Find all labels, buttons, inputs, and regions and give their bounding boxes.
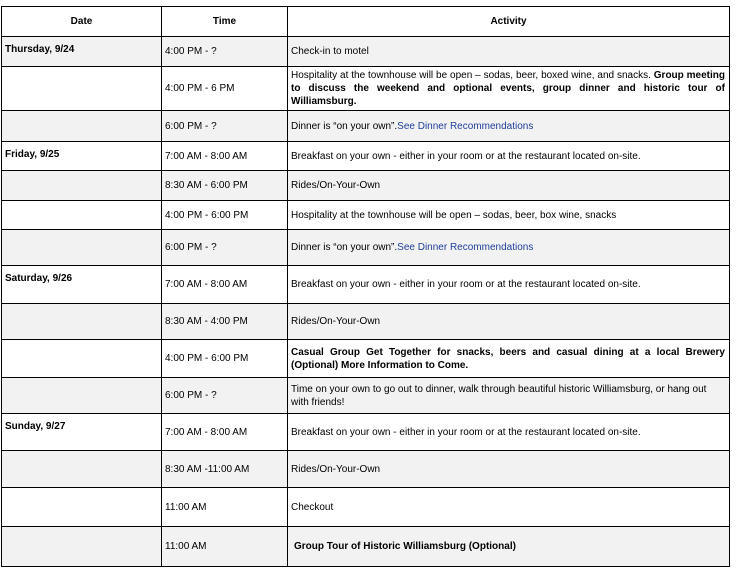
date-cell xyxy=(2,67,162,111)
table-row xyxy=(2,378,730,414)
time-cell: 4:00 PM - 6 PM xyxy=(162,67,288,111)
time-cell: 6:00 PM - ? xyxy=(162,378,288,414)
date-cell xyxy=(2,111,162,142)
activity-cell: Breakfast on your own - either in your room or at the restaurant located on-site. xyxy=(288,414,730,451)
time-cell: 7:00 AM - 8:00 AM xyxy=(162,266,288,304)
activity-cell: Rides/On-Your-Own xyxy=(288,451,730,488)
activity-cell: Breakfast on your own - either in your room or at the restaurant located on-site. xyxy=(288,142,730,171)
date-cell: Thursday, 9/24 xyxy=(2,37,162,67)
activity-cell: Rides/On-Your-Own xyxy=(288,171,730,201)
date-cell: Saturday, 9/26 xyxy=(2,266,162,304)
table-row xyxy=(2,304,730,340)
time-cell: 7:00 AM - 8:00 AM xyxy=(162,414,288,451)
activity-text: Dinner is “on your own”. xyxy=(291,242,398,253)
date-cell xyxy=(2,488,162,527)
time-column-header: Time xyxy=(162,7,288,37)
header-row xyxy=(2,7,730,37)
table-row xyxy=(2,111,730,142)
activity-cell: Time on your own to go out to dinner, walk through beautiful historic Williamsburg, or hang out with friends! xyxy=(288,378,730,414)
activity-cell: Hospitality at the townhouse will be open – sodas, beer, box wine, snacks xyxy=(288,201,730,230)
time-cell: 8:30 AM - 6:00 PM xyxy=(162,171,288,201)
dinner-recommendations-link[interactable]: See Dinner Recommendations xyxy=(397,242,534,253)
table-row xyxy=(2,488,730,527)
date-cell xyxy=(2,527,162,567)
time-cell: 7:00 AM - 8:00 AM xyxy=(162,142,288,171)
table-row xyxy=(2,67,730,111)
table-row xyxy=(2,414,730,451)
time-cell: 11:00 AM xyxy=(162,488,288,527)
table-row xyxy=(2,340,730,378)
time-cell: 11:00 AM xyxy=(162,527,288,567)
table-row xyxy=(2,230,730,266)
table-row xyxy=(2,201,730,230)
table-row xyxy=(2,171,730,201)
date-cell xyxy=(2,451,162,488)
date-cell xyxy=(2,378,162,414)
activity-cell xyxy=(288,111,730,142)
time-cell: 4:00 PM - 6:00 PM xyxy=(162,201,288,230)
activity-cell: Casual Group Get Together for snacks, beers and casual dining at a local Brewery (Optional) More Information to Come. xyxy=(288,340,730,378)
date-cell: Sunday, 9/27 xyxy=(2,414,162,451)
date-cell xyxy=(2,304,162,340)
activity-text: Dinner is “on your own”. xyxy=(291,120,398,132)
activity-cell xyxy=(288,67,730,111)
activity-text: Hospitality at the townhouse will be open – sodas, beer, boxed wine, and snacks. xyxy=(291,70,651,81)
activity-column-header: Activity xyxy=(288,7,730,37)
time-cell: 6:00 PM - ? xyxy=(162,230,288,266)
time-cell: 8:30 AM -11:00 AM xyxy=(162,451,288,488)
activity-cell: Check-in to motel xyxy=(288,37,730,67)
time-cell: 6:00 PM - ? xyxy=(162,111,288,142)
time-cell: 4:00 PM - ? xyxy=(162,37,288,67)
date-cell: Friday, 9/25 xyxy=(2,142,162,171)
activity-cell: Checkout xyxy=(288,488,730,527)
date-cell xyxy=(2,171,162,201)
activity-cell xyxy=(288,230,730,266)
time-cell: 4:00 PM - 6:00 PM xyxy=(162,340,288,378)
date-cell xyxy=(2,230,162,266)
schedule-table xyxy=(1,6,730,567)
activity-bold-text: Group meeting to discuss the weekend and optional events, group dinner and historic tour of Williamsburg. xyxy=(291,70,725,107)
date-cell xyxy=(2,340,162,378)
dinner-recommendations-link[interactable]: See Dinner Recommendations xyxy=(397,120,534,132)
date-cell xyxy=(2,201,162,230)
table-row xyxy=(2,37,730,67)
date-column-header: Date xyxy=(2,7,162,37)
activity-cell: Group Tour of Historic Williamsburg (Optional) xyxy=(288,527,730,567)
activity-cell: Rides/On-Your-Own xyxy=(288,304,730,340)
table-row xyxy=(2,142,730,171)
table-row xyxy=(2,266,730,304)
time-cell: 8:30 AM - 4:00 PM xyxy=(162,304,288,340)
table-row xyxy=(2,527,730,567)
table-row xyxy=(2,451,730,488)
activity-cell: Breakfast on your own - either in your room or at the restaurant located on-site. xyxy=(288,266,730,304)
